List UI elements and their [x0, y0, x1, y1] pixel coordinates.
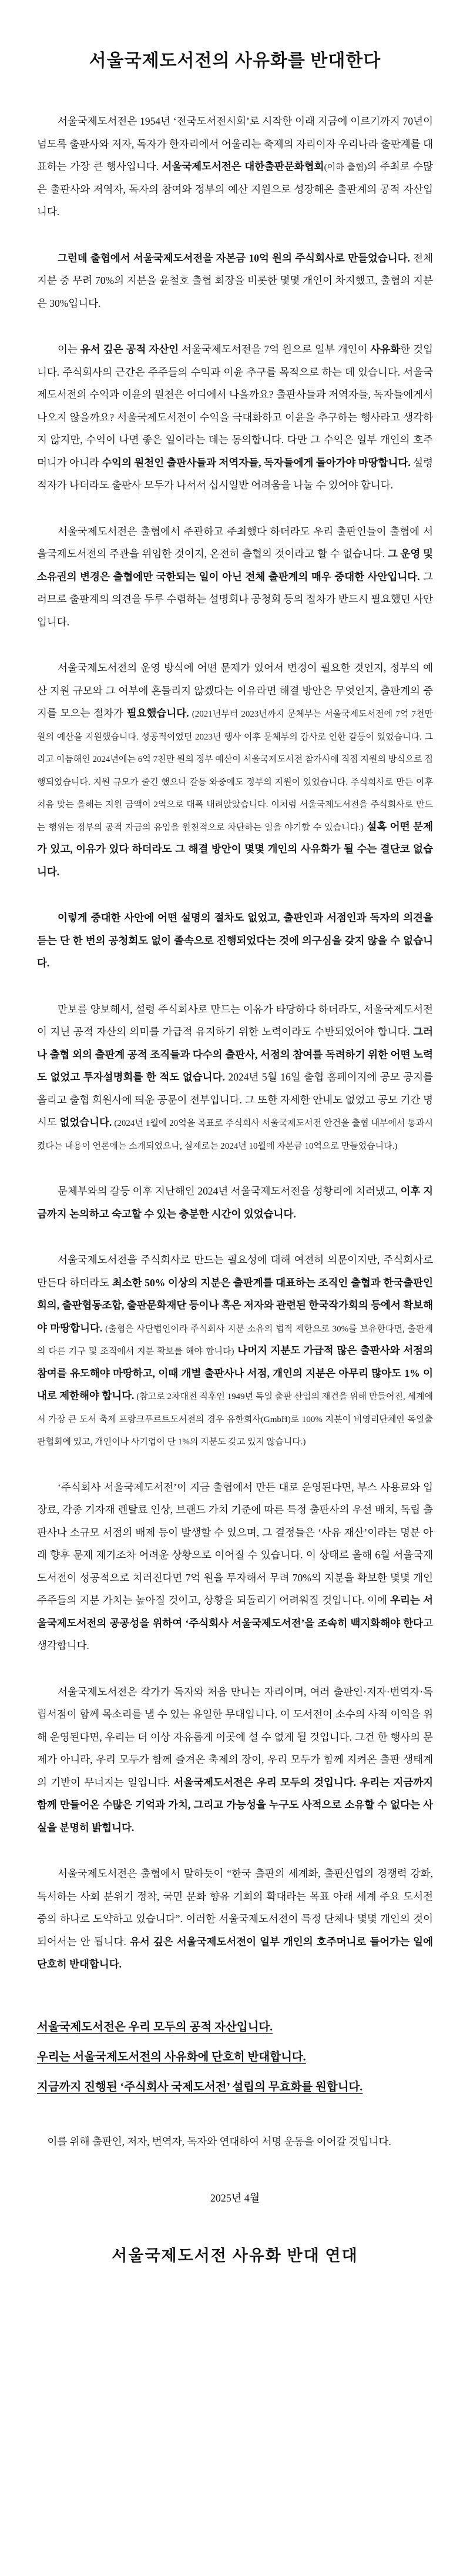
body-text: 그러므로 출판계의 의견을 두루 수렴하는 설명회나 공청회 등의 절차가 반드시 필요했던 사안입니다. — [37, 570, 433, 628]
emphasis-text: 서울국제도서전은 대한출판문화협회 — [162, 160, 324, 172]
declaration-line: 서울국제도서전은 우리 모두의 공적 자산입니다. — [37, 2020, 273, 2033]
body-text: 서울국제도서전을 주식회사로 만드는 필요성에 대해 여전히 의문이지만, 주식회사로 만든다 하더라도 — [37, 1254, 433, 1289]
emphasis-text: 설혹 어떤 문제가 있고, 이유가 있다 하더라도 그 해결 방안이 몇몇 개인의 사유화가 될 수는 결단코 없습니다. — [37, 820, 433, 878]
body-text: ‘주식회사 서울국제도서전’이 지금 출협에서 만든 대로 운영된다면, 부스 사용료와 입장료, 각종 기자재 렌탈료 인상, 브랜드 가치 기준에 따른 특정 출판사의 우선 배치, 독립 출판사나 소규모 서점의 배제 등이 발생할 수 있으며, 그 결정들은 ‘사유 재산’이라는 명분 아래 향후 문제 제기조차 어려운 상황으로 이어질 수 있습니다. 이 상태로 올해 6월 서울국제도서전이 성공적으로 치러진다면 7억 원을 투자해서 무려 70%의 지분을 확보한 몇몇 개인 주주들의 지분 가치는 높아질 것이고, 상황을 되돌리기 어려워질 것입니다. 이에 — [37, 1481, 433, 1606]
body-text: 고 생각합니다. — [37, 1617, 433, 1651]
parenthetical-note: (출협은 사단법인이라 주식회사 지분 소유의 법적 제한으로 30%를 보유한다면, 출판계의 다른 기구 및 조직에서 지분 확보를 해야 합니다) — [37, 1324, 433, 1356]
emphasis-text: 없었습니다. — [59, 1116, 112, 1128]
body-text: 서울국제도서전의 운영 방식에 어떤 문제가 있어서 변경이 필요한 것인지, 정부의 예산 지원 규모와 그 여부에 흔들리지 않겠다는 이유라면 해결 방안은 무엇인지, 출판계의 중지를 모으는 절차가 — [37, 662, 433, 719]
body-text: 2024년 5월 16일 출협 홈페이지에 공모 공지를 올리고 출협 회원사에 띄운 공문이 전부입니다. 그 또한 자세한 안내도 없었고 공모 기간 명시도 — [37, 1071, 434, 1128]
emphasis-text: 이후 지금까지 논의하고 숙고할 수 있는 충분한 시간이 있었습니다. — [37, 1185, 433, 1220]
body-text: 서울국제도서전은 출협에서 주관하고 주최했다 하더라도 우리 출판인들이 출협에 서울국제도서전의 주관을 위임한 것이지, 온전히 출협의 것이라고 할 수 없습니다. — [37, 525, 433, 560]
body-text: 한 것입니다. 주식회사의 근간은 주주들의 수익과 이윤 추구를 목적으로 하는 데 있습니다. 서울국제도서전의 수익과 이윤의 원천은 어디에서 나올까요? 출판사들과 저역자들, 독자들에게서 나오지 않을까요? 서울국제도서전이 수익을 극대화하고 이윤을 추구하는 행사라고 생각하지 않지만, 수익이 나면 좋은 일이라는 데는 동의합니다. 다만 그 수익은 일부 개인의 호주머니가 아니라 — [37, 343, 434, 469]
paragraph — [37, 906, 433, 975]
emphasis-text: 그 운영 및 소유권의 변경은 출협에만 국한되는 일이 아닌 전체 출판계의 매우 중대한 사안입니다. — [37, 548, 433, 583]
body-text: 이는 — [58, 343, 80, 355]
body-text: 만보를 양보해서, 설령 주식회사로 만드는 이유가 타당하다 하더라도, 서울국제도서전이 지닌 공적 자산의 의미를 가급적 유지하기 위한 노력이라도 수반되었어야 합니다. — [37, 1003, 433, 1038]
paragraph — [37, 657, 433, 883]
parenthetical-note: (2021년부터 2023년까지 문체부는 서울국제도서전에 7억 7천만 원의 예산을 지원했습니다. 성공적이었던 2023년 행사 이후 문체부의 감사로 인한 갈등이 있었습니다. 그리고 이듬해인 2024년에는 6억 7천만 원의 정부 예산이 서울국제도서전 참가사에 직접 지원의 방식으로 집행되었습니다. 지원 규모가 줄긴 했으나 갈등 와중에도 정부의 지원이 있었습니다. 주식회사로 만든 이후 처음 맞는 올해는 지원 금액이 2억으로 대폭 내려앉았습니다. 이처럼 서울국제도서전을 주식회사로 만드는 행위는 정부의 공적 자금의 유입을 원천적으로 차단하는 일을 야기할 수 있습니다.) — [37, 710, 433, 832]
body-text: 서울국제도서전은 출협에서 말하듯이 “한국 출판의 세계화, 출판산업의 경쟁력 강화, 독서하는 사회 분위기 정착, 국민 문화 향유 기회의 확대라는 목표 아래 세계 주요 도서전 중의 하나로 도약하고 있습니다”. 이러한 서울국제도서전이 특정 단체나 몇몇 개인의 것이 되어서는 안 됩니다. — [37, 1868, 433, 1948]
emphasis-text: 그러나 출협 외의 출판계 공적 조직들과 다수의 출판사, 서점의 참여를 독려하기 위한 어떤 노력도 없었고 투자설명회를 한 적도 없습니다. — [37, 1026, 433, 1083]
emphasis-text: 그런데 출협에서 서울국제도서전을 자본금 10억 원의 주식회사로 만들었습니다. — [58, 252, 410, 264]
body-text: 의 주최로 수많은 출판사와 저역자, 독자의 참여와 정부의 예산 지원으로 성장해온 출판계의 공적 자산입니다. — [37, 160, 433, 218]
parenthetical-note: (이하 출협) — [324, 163, 367, 172]
emphasis-text: 우리는 서울국제도서전의 공공성을 위하여 ‘주식회사 서울국제도서전’을 조속히 백지화해야 한다 — [37, 1594, 433, 1629]
paragraph — [37, 520, 433, 634]
signature-organization: 서울국제도서전 사유화 반대 연대 — [112, 2246, 358, 2264]
emphasis-text: 수익의 원천인 출판사들과 저역자들, 독자들에게 돌아가야 마땅합니다. — [102, 456, 411, 469]
body-text: 서울국제도서전은 1954년 ‘전국도서전시회’로 시작한 이래 지금에 이르기까지 70년이 넘도록 출판사와 저자, 독자가 한자리에서 어울리는 축제의 자리이자 우리나라 출판계를 대표하는 가장 큰 행사입니다. — [37, 115, 433, 172]
paragraph — [37, 110, 433, 223]
paragraph — [37, 1681, 433, 1839]
emphasis-text: 유서 깊은 공적 자산인 — [80, 343, 179, 355]
paragraph — [37, 247, 433, 315]
paragraph — [37, 1476, 433, 1657]
parenthetical-note: (2024년 1월에 20억을 목표로 주식회사 서울국제도서전 안건을 출협 내부에서 통과시켰다는 내용이 언론에는 소개되었으나, 실제로는 2024년 10월에 자본금 10억으로 만들었습니다.) — [37, 1119, 433, 1151]
closing-statement: 이를 위해 출판인, 저자, 번역자, 독자와 연대하여 서명 운동을 이어갈 것입니다. — [47, 2136, 391, 2148]
emphasis-text: 최소한 50% 이상의 지분은 출판계를 대표하는 조직인 출협과 한국출판인회의, 출판협동조합, 출판문화재단 등이나 혹은 저자와 관련된 한국작가회의 등에서 확보해야 마땅합니다. — [37, 1276, 434, 1334]
paragraph — [37, 998, 433, 1157]
page-title: 서울국제도서전의 사유화를 반대한다 — [89, 51, 381, 71]
body-text: 서울국제도서전은 작가가 독자와 처음 만나는 자리이며, 여러 출판인·저자·번역자·독립서점이 함께 목소리를 낼 수 있는 유일한 무대입니다. 이 도서전이 소수의 사적 이익을 위해 운영된다면, 우리는 더 이상 자유롭게 이곳에 설 수 없게 될 것입니다. 그건 한 행사의 문제가 아니라, 우리 모두가 함께 즐겨온 축제의 장이, 우리 모두가 함께 지켜온 출판 생태계의 기반이 무너지는 일입니다. — [37, 1685, 433, 1788]
declaration-list — [37, 2018, 433, 2097]
emphasis-text: 이렇게 중대한 사안에 어떤 설명의 절차도 없었고, 출판인과 서점인과 독자의 의견을 듣는 단 한 번의 공청회도 없이 졸속으로 진행되었다는 것에 의구심을 갖지 않을 수 없습니다. — [37, 912, 433, 969]
paragraph-list — [37, 110, 433, 1976]
body-text: 서울국제도서전을 7억 원으로 일부 개인이 — [179, 343, 371, 355]
body-text: 문체부와의 갈등 이후 지난해인 2024년 서울국제도서전을 성황리에 치러냈고, — [58, 1185, 401, 1197]
emphasis-text: 유서 깊은 서울국제도서전이 일부 개인의 호주머니로 들어가는 일에 단호히 반대합니다. — [37, 1935, 433, 1970]
body-text: 설령 적자가 나더라도 출판사 모두가 나서서 십시일반 어려움을 나눌 수 있어야 합니다. — [37, 456, 433, 491]
declaration-line: 우리는 서울국제도서전의 사유화에 단호히 반대합니다. — [37, 2050, 306, 2063]
emphasis-text: 나머지 지분도 가급적 많은 출판사와 서점의 참여를 유도해야 마땅하고, 이때 개별 출판사나 서점, 개인의 지분은 아무리 많아도 1% 이내로 제한해야 합니다. — [37, 1344, 433, 1401]
declaration-line: 지금까지 진행된 ‘주식회사 국제도서전’ 설립의 무효화를 원합니다. — [37, 2080, 363, 2093]
parenthetical-note: (참고로 2차대전 직후인 1949년 독일 출판 산업의 재건을 위해 만들어진, 세계에서 가장 큰 도서 축제 프랑크푸르트도서전의 경우 유한회사(GmbH)로 100% 지분이 비영리단체인 독일출판협회에 있고, 개인이나 사기업이 단 1%의 지분도 갖고 있지 않습니다.) — [37, 1392, 433, 1447]
paragraph — [37, 338, 433, 497]
body-text: 전체 지분 중 무려 70%의 지분을 윤철호 출협 회장을 비롯한 몇몇 개인이 차지했고, 출협의 지분은 30%입니다. — [37, 252, 433, 309]
paragraph — [37, 1862, 433, 1976]
emphasis-text: 사유화 — [370, 343, 401, 355]
statement-date: 2025년 4월 — [210, 2192, 260, 2204]
paragraph — [37, 1180, 433, 1225]
paragraph — [37, 1249, 433, 1453]
emphasis-text: 필요했습니다. — [126, 707, 189, 719]
emphasis-text: 서울국제도서전은 우리 모두의 것입니다. 우리는 지금까지 함께 만들어온 수많은 기억과 가치, 그리고 가능성을 누구도 사적으로 소유할 수 없다는 사실을 분명히 밝힙니다. — [37, 1776, 433, 1834]
